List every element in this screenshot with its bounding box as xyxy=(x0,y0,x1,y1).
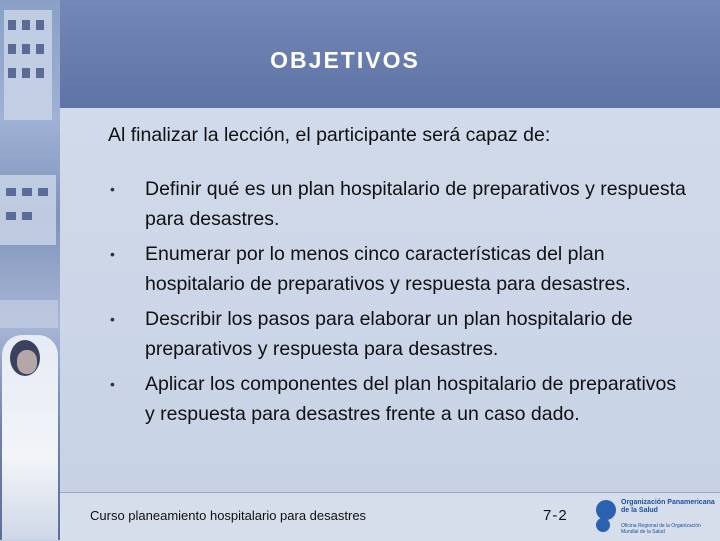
bullet: • xyxy=(110,246,115,262)
page-number: 7-2 xyxy=(543,507,568,524)
slide-title: OBJETIVOS xyxy=(270,47,420,73)
objective-text: Describir los pasos para elaborar un plan hospitalario de preparativos y respuesta para desastres. xyxy=(145,308,633,360)
who-emblem-icon xyxy=(596,518,610,532)
objective-text: Aplicar los componentes del plan hospitalario de preparativos y respuesta para desastres frente a un caso dado. xyxy=(145,373,677,425)
list-item xyxy=(108,369,688,429)
intro-text: Al finalizar la lección, el participante será capaz de: xyxy=(108,124,551,146)
course-name: Curso planeamiento hospitalario para desastres xyxy=(90,508,367,523)
globe-icon xyxy=(596,500,616,520)
objectives-list xyxy=(108,174,688,434)
hospital-photo xyxy=(0,0,60,540)
list-item xyxy=(108,304,688,364)
list-item xyxy=(108,174,688,234)
objective-text: Enumerar por lo menos cinco características del plan hospitalario de preparativos y respuesta para desastres. xyxy=(145,243,631,295)
bullet: • xyxy=(110,311,115,327)
bullet: • xyxy=(110,181,115,197)
logo-tagline: Oficina Regional de la Organización Mundial de la Salud xyxy=(621,523,701,535)
list-item xyxy=(108,239,688,299)
bullet: • xyxy=(110,376,115,392)
paho-logo xyxy=(596,498,718,536)
logo-org-name: Organización Panamericana de la Salud xyxy=(621,499,715,514)
objective-text: Definir qué es un plan hospitalario de preparativos y respuesta para desastres. xyxy=(145,178,686,230)
